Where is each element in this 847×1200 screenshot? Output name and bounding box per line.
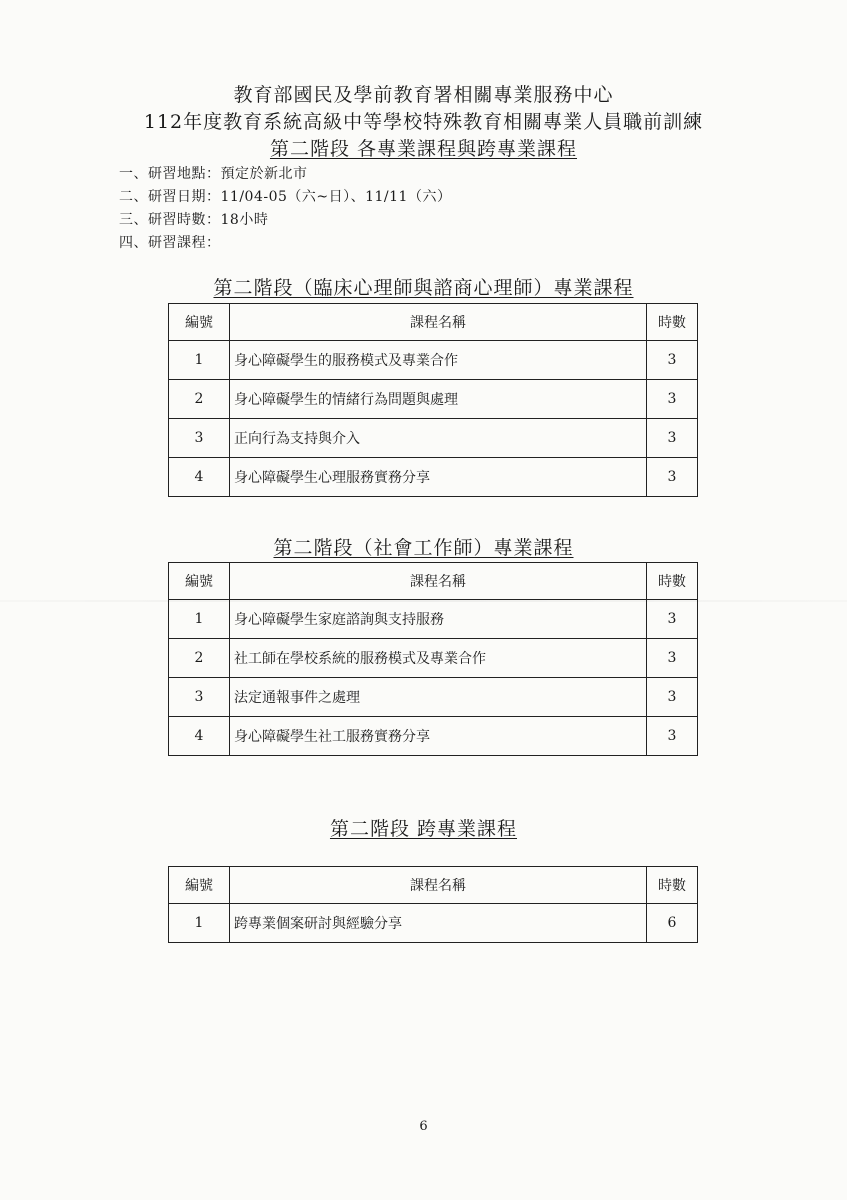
header-line-1: 教育部國民及學前教育署相關專業服務中心 [233, 84, 614, 106]
info-block [119, 163, 451, 255]
row-no: 2 [169, 639, 230, 678]
table-row [169, 419, 698, 458]
row-no: 1 [169, 341, 230, 380]
row-name: 身心障礙學生的情緒行為問題與處理 [230, 380, 647, 419]
info-hours: 三、研習時數：18小時 [119, 212, 269, 228]
table-row [169, 380, 698, 419]
row-name: 身心障礙學生心理服務實務分享 [230, 458, 647, 497]
row-name: 正向行為支持與介入 [230, 419, 647, 458]
row-name: 跨專業個案研討與經驗分享 [230, 904, 647, 943]
col-name-header: 課程名稱 [230, 304, 647, 341]
row-hours: 3 [647, 419, 698, 458]
row-name: 身心障礙學生家庭諮詢與支持服務 [230, 600, 647, 639]
header-line-3: 第二階段 各專業課程與跨專業課程 [269, 138, 578, 160]
row-no: 1 [169, 904, 230, 943]
col-no-header: 編號 [169, 867, 230, 904]
row-hours: 3 [647, 678, 698, 717]
row-no: 3 [169, 678, 230, 717]
col-hours-header: 時數 [647, 304, 698, 341]
row-hours: 3 [647, 639, 698, 678]
table-row [169, 678, 698, 717]
info-location: 一、研習地點：預定於新北市 [119, 166, 308, 182]
row-hours: 3 [647, 458, 698, 497]
col-no-header: 編號 [169, 304, 230, 341]
info-courses: 四、研習課程： [119, 235, 221, 251]
table-row [169, 600, 698, 639]
row-name: 身心障礙學生社工服務實務分享 [230, 717, 647, 756]
paper-fold-line [0, 600, 847, 602]
row-no: 1 [169, 600, 230, 639]
col-name-header: 課程名稱 [230, 563, 647, 600]
row-hours: 3 [647, 380, 698, 419]
row-hours: 6 [647, 904, 698, 943]
table-psychologist [168, 303, 698, 497]
row-no: 2 [169, 380, 230, 419]
info-date: 二、研習日期：11/04-05（六~日）、11/11（六） [119, 189, 452, 205]
row-no: 4 [169, 458, 230, 497]
row-no: 3 [169, 419, 230, 458]
table-cross-professional [168, 866, 698, 943]
col-no-header: 編號 [169, 563, 230, 600]
table-row [169, 639, 698, 678]
table-social-worker [168, 562, 698, 756]
section-title-cross-professional: 第二階段 跨專業課程 [329, 818, 518, 840]
col-name-header: 課程名稱 [230, 867, 647, 904]
row-hours: 3 [647, 717, 698, 756]
table-row [169, 717, 698, 756]
section-title-psychologist: 第二階段（臨床心理師與諮商心理師）專業課程 [213, 277, 634, 299]
table-header-row [169, 304, 698, 341]
table-row [169, 341, 698, 380]
header-line-2: 112年度教育系統高級中等學校特殊教育相關專業人員職前訓練 [143, 111, 704, 133]
page-number: 6 [419, 1119, 428, 1134]
table-row [169, 904, 698, 943]
row-hours: 3 [647, 600, 698, 639]
col-hours-header: 時數 [647, 867, 698, 904]
table-header-row [169, 867, 698, 904]
col-hours-header: 時數 [647, 563, 698, 600]
row-name: 身心障礙學生的服務模式及專業合作 [230, 341, 647, 380]
table-header-row [169, 563, 698, 600]
row-hours: 3 [647, 341, 698, 380]
section-title-social-worker: 第二階段（社會工作師）專業課程 [273, 537, 574, 559]
table-row [169, 458, 698, 497]
row-name: 社工師在學校系統的服務模式及專業合作 [230, 639, 647, 678]
row-name: 法定通報事件之處理 [230, 678, 647, 717]
row-no: 4 [169, 717, 230, 756]
